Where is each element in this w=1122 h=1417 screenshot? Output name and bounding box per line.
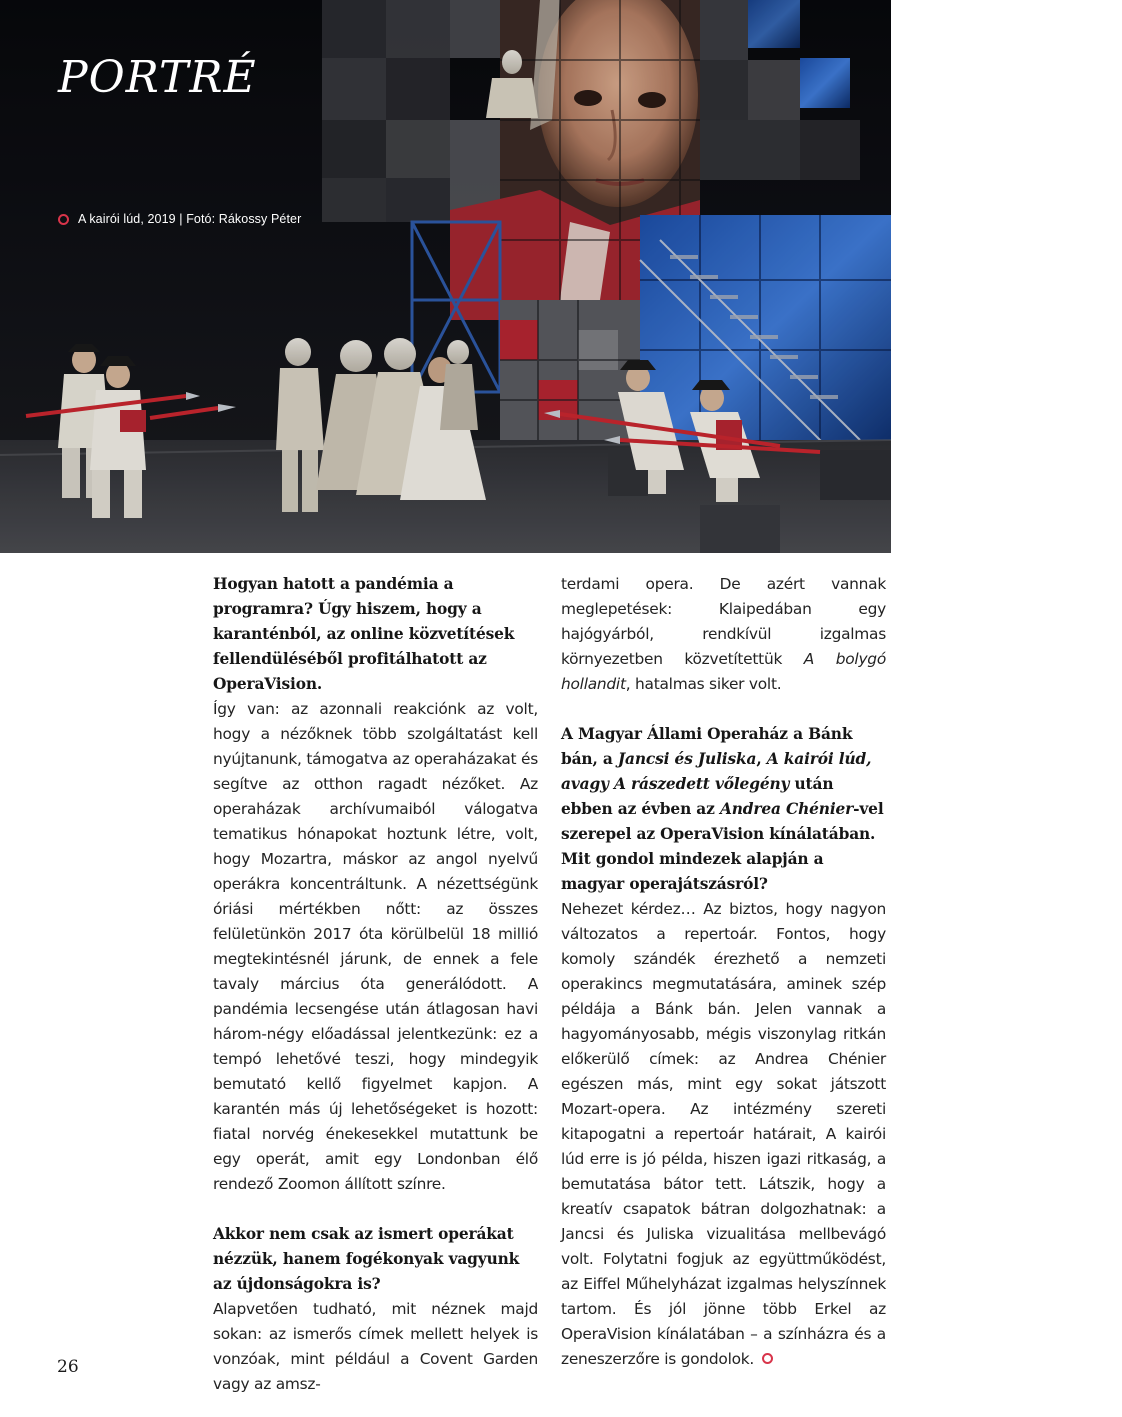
interview-answer-2: Alapvetően tudható, mit néznek majd sokan: az ismerős címek mellett helyek is vonzóak, mint például a Covent Garden vagy az amsz- [213, 1300, 538, 1393]
opera-title: Jancsi és Juliska [617, 750, 757, 768]
opera-title: A bolygó hollandit [561, 650, 886, 693]
interview-answer-2-continued: terdami opera. De azért vannak meglepetések: Klaipedában egy hajógyárból, rendkívül izgalmas környezetben közvetítettük A bolygó hollandit, hatalmas siker volt. [561, 575, 886, 693]
interview-question-3: A Magyar Állami Operaház a Bánk bán, a Jancsi és Juliska, A kairói lúd, avagy A rászedett vőlegény után ebben az évben az Andrea Chénier-vel szerepel az OperaVision kínálatában. Mit gondol mindezek alapján a magyar operajátszásról? [561, 725, 884, 893]
interview-answer-1: Így van: az azonnali reakciónk az volt, hogy a nézőknek több szolgáltatást kell nyújtanunk, támogatva az operaházakat és segítve az otthon ragadt nézőket. Az operaházak archívumaiból válogatva tematikus hónapokat hoztunk létre, volt, hogy Mozartra, máskor az angol nyelvű operákra koncentráltunk. A nézettségünk óriási mértékben nőtt: az összes felületünkön 2017 óta körülbelül 18 millió megtekintésnél járunk, de ennek a fele tavaly március óta generálódott. A pandémia lecsengése után átlagosan havi három-négy előadással jelentkezünk: ez a tempó lehetővé teszi, hogy mindegyik bemutató kellő figyelmet kapjon. A karantén más új lehetőségeket is hozott: fiatal norvég énekesekkel mutattunk be egy operát, amit egy Londonban élő rendező Zoomon állított színre. [213, 700, 538, 1193]
interview-question-2: Akkor nem csak az ismert operákat nézzük, hanem fogékonyak vagyunk az újdonságokra is? [213, 1225, 520, 1293]
opera-title: Andrea Chénier [719, 800, 854, 818]
section-label: PORTRÉ [58, 52, 257, 103]
interview-answer-3: Nehezet kérdez… Az biztos, hogy nagyon változatos a repertoár. Fontos, hogy komoly szándék érezhető a nemzeti operakincs megmutatására, aminek szép példája a Bánk bán. Jelen vannak a hagyományosabb, mégis viszonylag ritkán előkerülő címek: az Andrea Chénier egészen más, mint egy sokat játszott Mozart-opera. Az intézmény szereti kitapogatni a repertoár határait, A kairói lúd erre is jó példa, hiszen igazi ritkaság, a bemutatása bátor tett. Látszik, hogy a kreatív csapatok bátran dolgozhatnak: a Jancsi és Juliska vizualitása mellbevágó volt. Folytatni fogjuk az együttműködést, az Eiffel Műhelyházat izgalmas helyszínnek tartom. És jól jönne több Erkel az OperaVision kínálatában – a színházra és a zeneszerzőre is gondolok. [561, 900, 886, 1368]
opera-title: A kairói lúd, avagy A rászedett vőlegény [561, 750, 872, 793]
article-column-left [213, 572, 538, 1397]
interview-question-1: Hogyan hatott a pandémia a programra? Úgy hiszem, hogy a karanténból, az online közvetítések fellendüléséből profitálhatott az OperaVision. [213, 575, 515, 693]
photo-caption [58, 212, 301, 226]
end-of-article-ring-icon [762, 1353, 773, 1364]
bullet-ring-icon [58, 214, 69, 225]
page-number: 26 [57, 1357, 79, 1377]
article-column-right [561, 572, 886, 1372]
photo-caption-text: A kairói lúd, 2019 | Fotó: Rákossy Péter [78, 212, 302, 226]
hero-photo [0, 0, 891, 553]
